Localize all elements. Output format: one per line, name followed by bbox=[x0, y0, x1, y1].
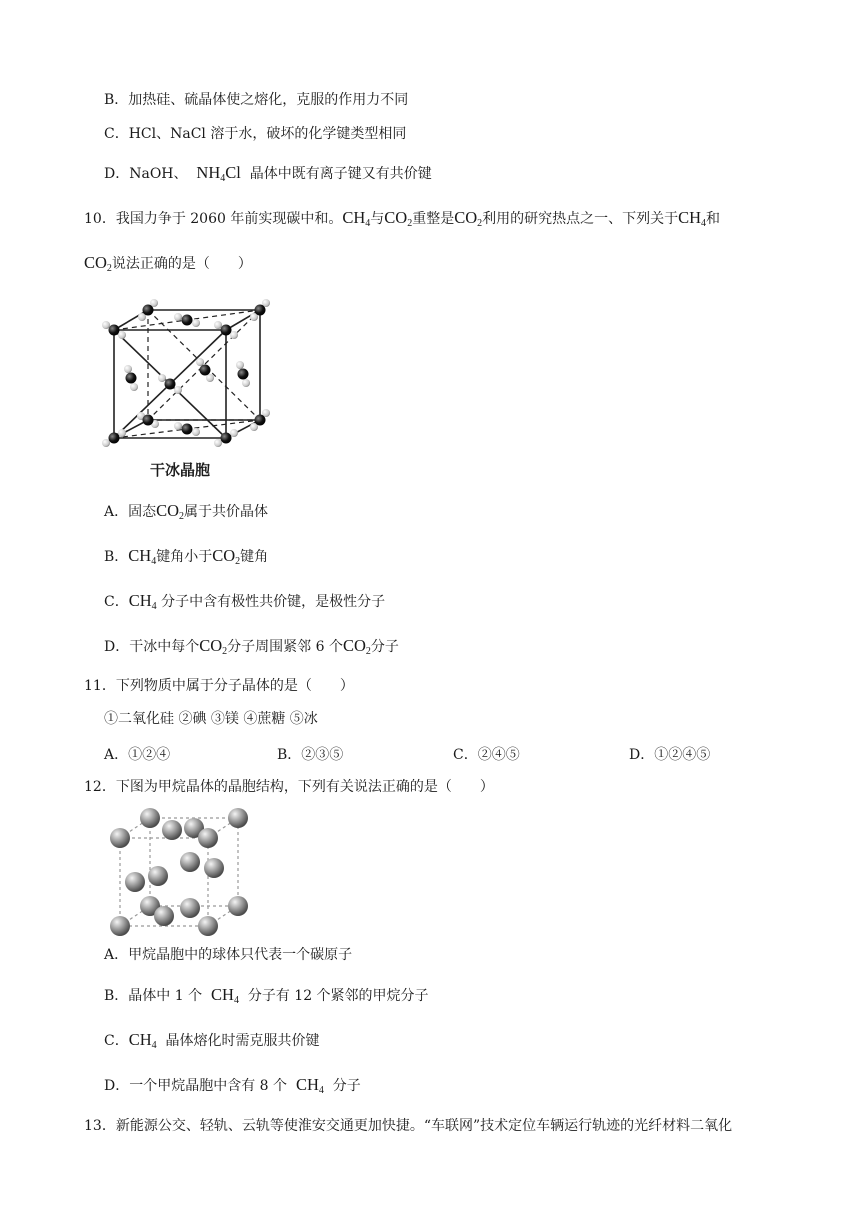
q10-option-b: B．$CH_4$键角小于$CO_2$键角 bbox=[104, 546, 269, 567]
q12-option-a: A．甲烷晶胞中的球体只代表一个碳原子 bbox=[104, 947, 353, 963]
q11-option-a: A．①②④ bbox=[104, 747, 171, 763]
q12-stem: 12．下图为甲烷晶体的晶胞结构，下列有关说法正确的是（ ） bbox=[84, 779, 494, 795]
q9-option-b: B．加热硅、硫晶体使之熔化，克服的作用力不同 bbox=[104, 92, 409, 108]
q10-stem-line1: 10．我国力争于 2060 年前实现碳中和。$CH_4$与$CO_2$重整是$CO_2$利用的研究热点之一、下列关于$CH_4$和 bbox=[84, 208, 721, 229]
q11-items: ①二氧化硅 ②碘 ③镁 ④蔗糖 ⑤冰 bbox=[104, 711, 318, 727]
q12-option-d: D．一个甲烷晶胞中含有 8 个 $CH_4$ 分子 bbox=[104, 1075, 361, 1096]
q10-option-a: A．固态$CO_2$属于共价晶体 bbox=[104, 501, 269, 522]
q11-option-c: C．②④⑤ bbox=[453, 747, 520, 763]
q11-option-d: D．①②④⑤ bbox=[629, 747, 711, 763]
q11-stem: 11．下列物质中属于分子晶体的是（ ） bbox=[84, 678, 354, 694]
q11-option-b: B．②③⑤ bbox=[277, 747, 344, 763]
formula-nh4cl: $NH_4Cl$ bbox=[196, 163, 241, 184]
q10-option-d: D．干冰中每个$CO_2$分子周围紧邻 6 个$CO_2$分子 bbox=[104, 636, 399, 657]
methane-unit-cell-figure bbox=[104, 808, 254, 936]
q10-option-c: C．$CH_4$ 分子中含有极性共价键，是极性分子 bbox=[104, 591, 386, 612]
q9-option-d: D．NaOH、 $NH_4Cl$ 晶体中既有离子键又有共价键 bbox=[104, 163, 432, 184]
q9-option-c: C．HCl、NaCl 溶于水，破坏的化学键类型相同 bbox=[104, 126, 407, 142]
q12-option-c: C．$CH_4$ 晶体熔化时需克服共价键 bbox=[104, 1030, 320, 1051]
q12-option-b: B．晶体中 1 个 $CH_4$ 分子有 12 个紧邻的甲烷分子 bbox=[104, 985, 429, 1006]
q13-stem: 13．新能源公交、轻轨、云轨等使淮安交通更加快捷。“车联网”技术定位车辆运行轨迹的光纤材料二氧化 bbox=[84, 1118, 733, 1134]
figure-caption-dry-ice: 干冰晶胞 bbox=[150, 461, 211, 479]
dry-ice-unit-cell-figure bbox=[98, 292, 282, 482]
q10-stem-line2: $CO_2$说法正确的是（ ） bbox=[84, 253, 252, 274]
